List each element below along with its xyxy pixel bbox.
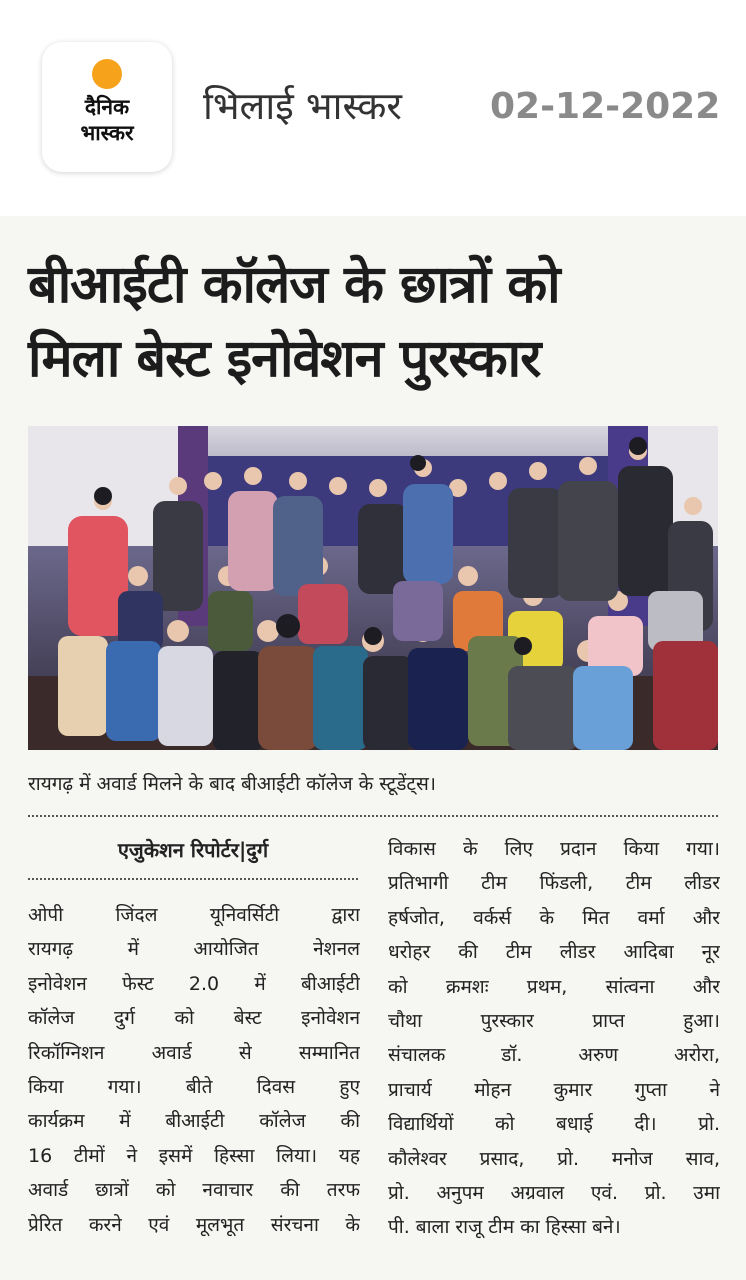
edition-title: भिलाई भास्कर <box>203 84 402 128</box>
article-body-right-column <box>388 832 720 1245</box>
body-line: विकास के लिए प्रदान किया गया। <box>388 838 720 860</box>
dainik-bhaskar-logo <box>42 42 172 172</box>
body-line: 16 टीमों ने इसमें हिस्सा लिया। यह <box>28 1144 360 1167</box>
logo-text-line2: भास्कर <box>80 121 134 145</box>
headline-line-2: मिला बेस्ट इनोवेशन पुरस्कार <box>28 329 541 389</box>
body-line: रिकॉग्निशन अवार्ड से सम्मानित <box>28 1041 360 1064</box>
body-line: हर्षजोत, वर्कर्स के मित वर्मा और <box>388 906 720 929</box>
body-line: ओपी जिंदल यूनिवर्सिटी द्वारा <box>28 904 360 926</box>
byline: एजुकेशन रिपोर्टर|दुर्ग <box>117 838 269 862</box>
headline-line-1: बीआईटी कॉलेज के छात्रों को <box>28 255 560 315</box>
body-line: रायगढ़ में आयोजित नेशनल <box>28 938 360 961</box>
body-line: प्रेरित करने एवं मूलभूत संरचना के <box>28 1213 360 1236</box>
body-line: कार्यक्रम में बीआईटी कॉलेज की <box>28 1110 360 1133</box>
group-photo <box>28 426 718 750</box>
body-line: कौलेश्वर प्रसाद, प्रो. मनोज साव, <box>388 1147 720 1170</box>
group-photo-illustration <box>28 426 718 750</box>
body-line: विद्यार्थियों को बधाई दी। प्रो. <box>388 1113 720 1136</box>
body-line: धरोहर की टीम लीडर आदिबा नूर <box>388 941 720 964</box>
body-line: को क्रमशः प्रथम, सांत्वना और <box>388 975 720 998</box>
body-line: प्रतिभागी टीम फिंडली, टीम लीडर <box>388 872 720 895</box>
masthead <box>0 0 746 200</box>
body-line: कॉलेज दुर्ग को बेस्ट इनोवेशन <box>28 1007 360 1030</box>
article-body-left-column <box>28 898 360 1242</box>
article-headline <box>28 248 728 396</box>
edition-date: 02-12-2022 <box>490 86 721 127</box>
body-line: प्रो. अनुपम अग्रवाल एवं. प्रो. उमा <box>388 1182 720 1205</box>
body-line: प्राचार्य मोहन कुमार गुप्ता ने <box>388 1078 720 1101</box>
body-line: संचालक डॉ. अरुण अरोरा, <box>388 1044 720 1067</box>
logo-text-line1: दैनिक <box>84 95 130 119</box>
body-line: चौथा पुरस्कार प्राप्त हुआ। <box>388 1010 720 1033</box>
sun-icon <box>92 59 122 89</box>
body-line: इनोवेशन फेस्ट 2.0 में बीआईटी <box>28 972 360 995</box>
body-line: पी. बाला राजू टीम का हिस्सा बने। <box>388 1216 621 1239</box>
body-line: अवार्ड छात्रों को नवाचार की तरफ <box>28 1179 360 1202</box>
body-line: किया गया। बीते दिवस हुए <box>28 1076 360 1099</box>
byline-divider <box>28 878 358 880</box>
caption-divider <box>28 815 718 817</box>
photo-caption: रायगढ़ में अवार्ड मिलने के बाद बीआईटी कॉलेज के स्टूडेंट्स। <box>28 773 437 795</box>
